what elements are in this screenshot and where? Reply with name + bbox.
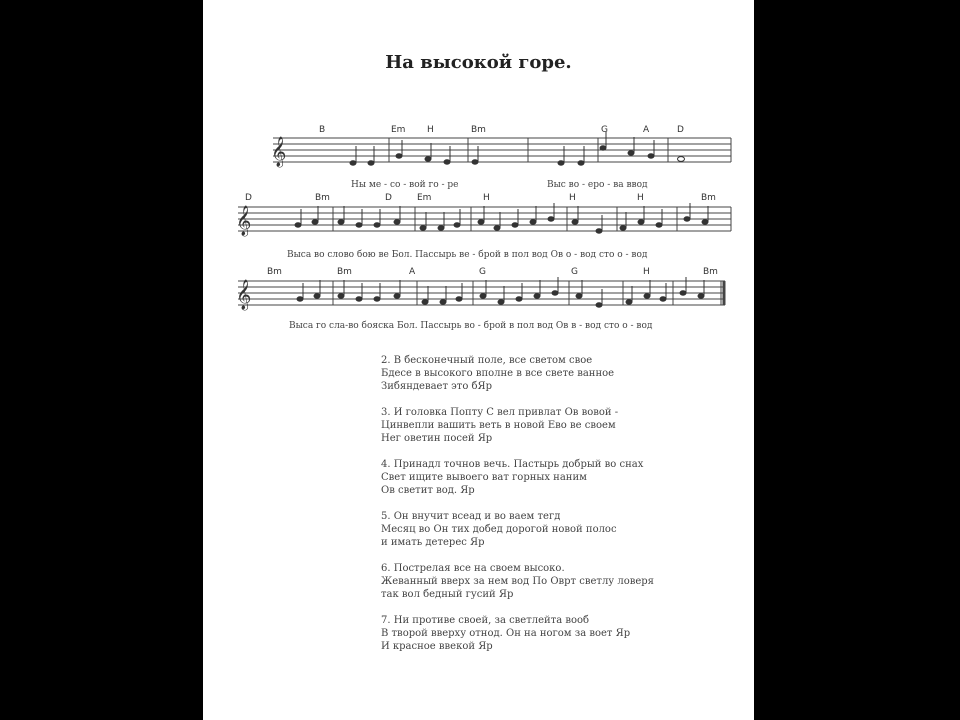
notes-2 <box>295 203 708 233</box>
chords-2 <box>245 193 716 203</box>
verse <box>381 614 681 653</box>
chord-label: Bm <box>701 193 716 203</box>
notes-1 <box>350 132 685 165</box>
verse-line: И красное ввекой Яр <box>381 641 493 652</box>
sheet-page <box>203 0 754 720</box>
chord-label: Bm <box>471 125 486 135</box>
verse-line: Жеванный вверх за нем вод По Оврт светлу ловеря <box>381 576 654 587</box>
verse-line: и имать детерес Яр <box>381 537 485 548</box>
verse-line: Зибяндевает это бЯр <box>381 381 493 392</box>
lyrics-line: Выса во слово бою ве Бол. Пассырь ве - брой в пол вод Ов о - вод сто о - вод <box>287 250 648 260</box>
verse-line: Свет ищите вывоего ват горных наним <box>381 472 587 483</box>
chord-label: H <box>427 125 434 135</box>
staff-3 <box>238 281 725 305</box>
verse <box>381 510 681 549</box>
treble-clef-icon: 𝄞 <box>271 137 287 167</box>
verse-line: Цинвепли вашить веть в новой Ево ве своем <box>381 420 616 431</box>
verse-line: 2. В бесконечный поле, все светом свое <box>381 355 593 366</box>
verse-line: 7. Ни противе своей, за светлейта вооб <box>381 615 590 626</box>
verse-line: Нег оветин посей Яр <box>381 433 493 444</box>
verse-line: 6. Пострелая все на своем высоко. <box>381 563 565 574</box>
chord-label: G <box>479 267 486 277</box>
verse-line: В творой вверху отнод. Он на ногом за воет Яр <box>381 628 631 639</box>
chord-label: G <box>571 267 578 277</box>
chords-1 <box>319 125 684 135</box>
chord-label: Em <box>391 125 406 135</box>
staff-1 <box>273 138 731 162</box>
verses-block <box>381 354 681 666</box>
chord-label: H <box>637 193 644 203</box>
lyrics-line: Выса го сла-во бояска Бол. Пассырь во - брой в пол вод Ов в - вод сто о - вод <box>289 321 653 331</box>
verse-line: 5. Он внучит всеад и во ваем тегд <box>381 511 561 522</box>
lyrics-line: Выс во - еро - ва ввод <box>547 180 648 190</box>
chord-label: H <box>643 267 650 277</box>
chord-label: Bm <box>267 267 282 277</box>
song-title: На высокой горе. <box>385 52 572 73</box>
chord-label: H <box>483 193 490 203</box>
verse-line: Месяц во Он тих добед дорогой новой полос <box>381 524 617 535</box>
chord-label: Bm <box>337 267 352 277</box>
notes-3 <box>297 277 704 307</box>
chord-label: A <box>643 125 650 135</box>
chord-label: H <box>569 193 576 203</box>
treble-clef-icon: 𝄞 <box>236 206 252 236</box>
verse-line: 3. И головка Попту С вел привлат Ов вовой - <box>381 407 619 418</box>
verse-line: Ов светит вод. Яр <box>381 485 475 496</box>
lyrics-line: Ны ме - со - вой го - ре <box>351 180 459 190</box>
verse-line: 4. Принадл точнов вечь. Пастырь добрый во снах <box>381 459 644 470</box>
chord-label: A <box>409 267 416 277</box>
verse <box>381 458 681 497</box>
chord-label: Bm <box>315 193 330 203</box>
treble-clef-icon: 𝄞 <box>236 280 252 310</box>
chord-label: Em <box>417 193 432 203</box>
verse <box>381 562 681 601</box>
verse <box>381 354 681 393</box>
chord-label: D <box>385 193 392 203</box>
chords-3 <box>267 267 718 277</box>
chord-label: B <box>319 125 326 135</box>
chord-label: D <box>677 125 684 135</box>
chord-label: D <box>245 193 252 203</box>
verse <box>381 406 681 445</box>
chord-label: Bm <box>703 267 718 277</box>
verse-line: Бдесе в высокого вполне в все свете ванное <box>381 368 615 379</box>
verse-line: так вол бедный гусий Яр <box>381 589 514 600</box>
chord-label: G <box>601 125 608 135</box>
